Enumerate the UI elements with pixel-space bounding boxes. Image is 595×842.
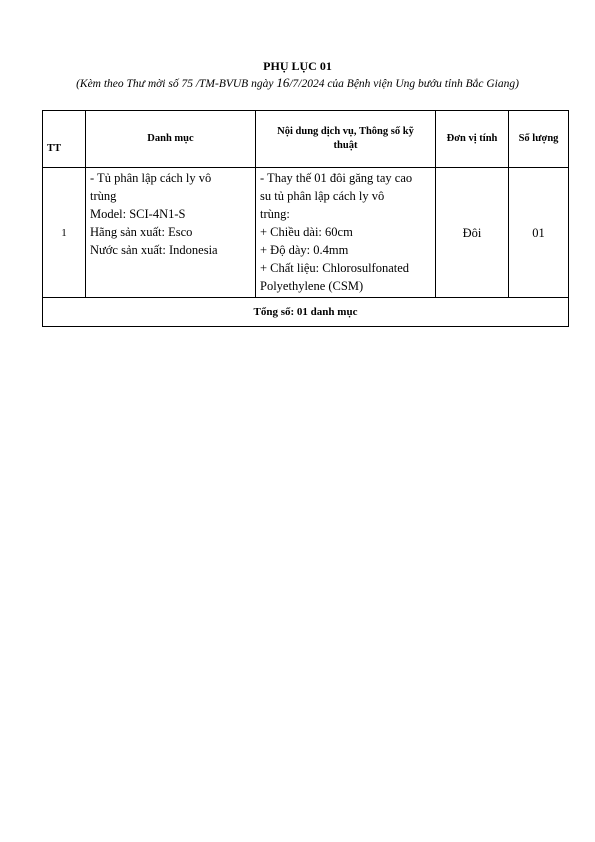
spec-line: trùng: bbox=[260, 207, 290, 221]
spec-line: + Chiều dài: 60cm bbox=[260, 225, 353, 239]
spec-line: + Độ dày: 0.4mm bbox=[260, 243, 349, 257]
header-item: Danh mục bbox=[86, 111, 256, 168]
header-unit: Đơn vị tính bbox=[436, 111, 509, 168]
document-title: PHỤ LỤC 01 bbox=[263, 59, 332, 73]
appendix-table bbox=[42, 110, 569, 327]
spec-line: Polyethylene (CSM) bbox=[260, 279, 364, 293]
spec-line: - Thay thế 01 đôi găng tay cao bbox=[260, 171, 413, 185]
header-qty: Số lượng bbox=[509, 111, 569, 168]
table-row bbox=[43, 168, 569, 298]
row-unit: Đôi bbox=[436, 168, 509, 298]
header-spec: Nội dung dịch vụ, Thông số kỹ thuật bbox=[256, 111, 436, 168]
subtitle-text-after-date: /7/2024 của Bệnh viện Ung bướu tỉnh Bắc Giang) bbox=[289, 78, 519, 90]
item-line: - Tủ phân lập cách ly vô bbox=[90, 171, 212, 185]
item-line: Hãng sản xuất: Esco bbox=[90, 225, 193, 239]
subtitle-text-before-date: (Kèm theo Thư mời số 75 /TM-BVUB ngày bbox=[76, 78, 277, 90]
header-tt: TT bbox=[43, 111, 86, 168]
subtitle-date: 16 bbox=[276, 75, 290, 90]
table-total-row bbox=[43, 298, 569, 327]
document-subtitle bbox=[60, 74, 535, 93]
row-item bbox=[86, 168, 256, 298]
row-spec bbox=[256, 168, 436, 298]
table-header-row bbox=[43, 111, 569, 168]
item-line: Nước sản xuất: Indonesia bbox=[90, 243, 218, 257]
item-line: Model: SCI-4N1-S bbox=[90, 207, 186, 221]
total-cell: Tổng số: 01 danh mục bbox=[43, 298, 569, 327]
spec-line: + Chất liệu: Chlorosulfonated bbox=[260, 261, 410, 275]
row-qty: 01 bbox=[509, 168, 569, 298]
item-line: trùng bbox=[90, 189, 117, 203]
spec-line: su tủ phân lập cách ly vô bbox=[260, 189, 385, 203]
row-tt: 1 bbox=[43, 168, 86, 298]
